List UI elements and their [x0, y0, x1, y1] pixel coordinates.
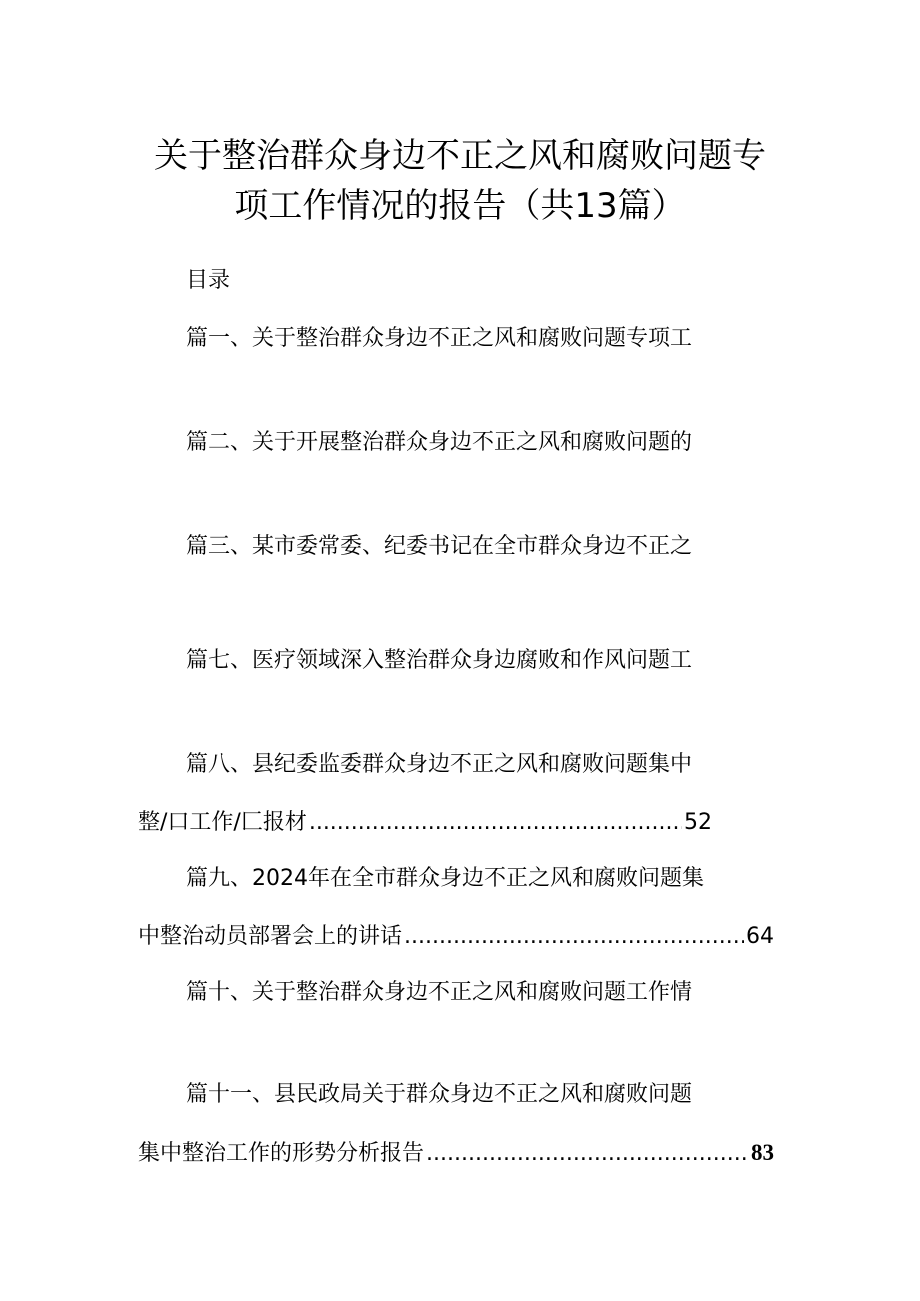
- toc-entry-11-label: 集中整治工作的形势分析报告: [138, 1141, 425, 1166]
- toc-entry-7: 篇七、医疗领域深入整治群众身边腐败和作风问题工: [186, 648, 693, 673]
- document-title-line-2: 项工作情况的报告（共13篇）: [234, 186, 686, 226]
- toc-entry-8-page: 52: [684, 810, 712, 835]
- dot-leader: [426, 1139, 749, 1169]
- toc-entry-11-page: 83: [751, 1140, 774, 1165]
- toc-entry-8-line-1: 篇八、县纪委监委群众身边不正之风和腐败问题集中: [186, 752, 693, 777]
- document-title-line-1: 关于整治群众身边不正之风和腐败问题专: [154, 136, 766, 176]
- dot-leader: [404, 922, 744, 952]
- toc-entry-9-line-1: 篇九、2024年在全市群众身边不正之风和腐败问题集: [186, 866, 704, 891]
- toc-entry-11-line-2: [138, 1138, 774, 1169]
- toc-entry-2: 篇二、关于开展整治群众身边不正之风和腐败问题的: [186, 430, 693, 455]
- toc-heading: 目录: [186, 268, 231, 293]
- toc-entry-10: 篇十、关于整治群众身边不正之风和腐败问题工作情: [186, 980, 693, 1005]
- dot-leader: [309, 808, 682, 838]
- toc-entry-8-label: 整/口工作/匚报材: [138, 810, 307, 835]
- toc-entry-3: 篇三、某市委常委、纪委书记在全市群众身边不正之: [186, 534, 693, 559]
- toc-entry-1: 篇一、关于整治群众身边不正之风和腐败问题专项工: [186, 326, 693, 351]
- toc-entry-8-line-2: [138, 808, 712, 838]
- toc-entry-9-line-2: [138, 922, 774, 952]
- toc-entry-11-line-1: 篇十一、县民政局关于群众身边不正之风和腐败问题: [186, 1082, 693, 1107]
- toc-entry-9-label: 中整治动员部署会上的讲话: [138, 924, 403, 949]
- toc-entry-9-page: 64: [746, 924, 774, 949]
